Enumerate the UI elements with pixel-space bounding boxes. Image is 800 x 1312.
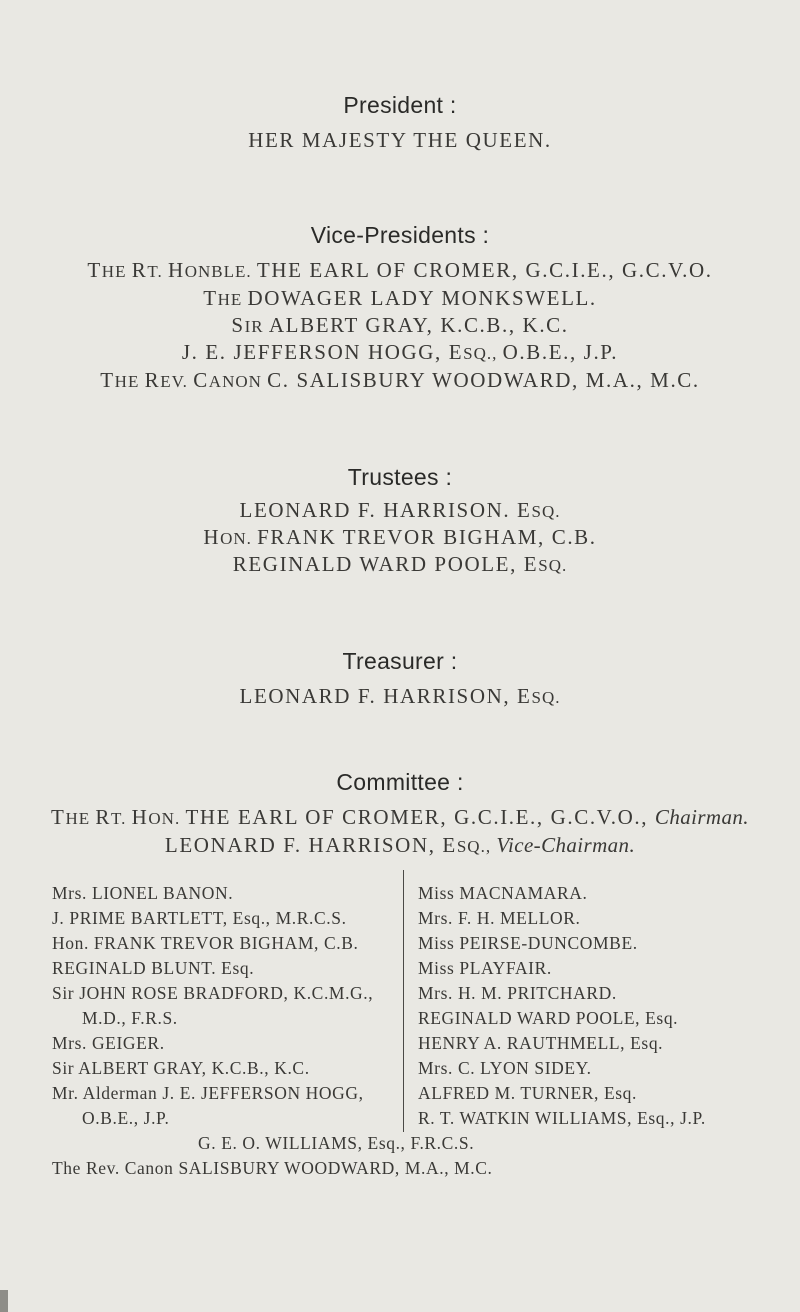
- committee-member: HENRY A. RAUTHMELL, Esq.: [418, 1033, 664, 1053]
- committee-member: J. PRIME BARTLETT, Esq., M.R.C.S.: [52, 908, 347, 928]
- committee-member: Sir ALBERT GRAY, K.C.B., K.C.: [52, 1058, 310, 1078]
- committee-member: G. E. O. WILLIAMS, Esq., F.R.C.S.: [198, 1133, 475, 1153]
- committee-member: Miss MACNAMARA.: [418, 883, 588, 903]
- president-name: HER MAJESTY THE QUEEN.: [248, 128, 552, 152]
- vice-presidents-heading: Vice-Presidents :: [310, 222, 490, 248]
- column-divider: [403, 870, 404, 1132]
- committee-member: Mr. Alderman J. E. JEFFERSON HOGG,: [52, 1083, 364, 1103]
- committee-member: Mrs. H. M. PRITCHARD.: [418, 983, 617, 1003]
- treasurer-name: LEONARD F. HARRISON, ESQ.: [239, 684, 561, 708]
- committee-vice-chairman: LEONARD F. HARRISON, ESQ., Vice-Chairman.: [164, 833, 636, 857]
- committee-member: Mrs. GEIGER.: [52, 1033, 165, 1053]
- trustee-line: REGINALD WARD POOLE, ESQ.: [232, 552, 568, 576]
- committee-member: Miss PEIRSE-DUNCOMBE.: [418, 933, 638, 953]
- committee-member-continued: O.B.E., J.P.: [82, 1108, 170, 1128]
- treasurer-heading: Treasurer :: [342, 648, 458, 674]
- committee-member: Miss PLAYFAIR.: [418, 958, 552, 978]
- committee-member: ALFRED M. TURNER, Esq.: [418, 1083, 638, 1103]
- committee-chairman: THE RT. HON. THE EARL OF CROMER, G.C.I.E., G.C.V.O., Chairman.: [51, 805, 749, 829]
- trustees-heading: Trustees :: [347, 464, 453, 490]
- committee-member: REGINALD BLUNT. Esq.: [52, 958, 255, 978]
- committee-member: Sir JOHN ROSE BRADFORD, K.C.M.G.,: [52, 983, 374, 1003]
- page-edge-mark: [0, 1290, 8, 1312]
- committee-member: REGINALD WARD POOLE, Esq.: [418, 1008, 679, 1028]
- vice-president-line: THE REV. CANON C. SALISBURY WOODWARD, M.A., M.C.: [100, 368, 700, 392]
- committee-member: Mrs. LIONEL BANON.: [52, 883, 234, 903]
- trustee-line: LEONARD F. HARRISON. ESQ.: [239, 498, 561, 522]
- committee-member: R. T. WATKIN WILLIAMS, Esq., J.P.: [418, 1108, 706, 1128]
- vice-president-line: SIR ALBERT GRAY, K.C.B., K.C.: [231, 313, 569, 337]
- vice-president-line: THE RT. HONBLE. THE EARL OF CROMER, G.C.I.E., G.C.V.O.: [87, 258, 713, 282]
- committee-member: Hon. FRANK TREVOR BIGHAM, C.B.: [52, 933, 359, 953]
- vice-president-line: THE DOWAGER LADY MONKSWELL.: [203, 286, 597, 310]
- committee-member: Mrs. C. LYON SIDEY.: [418, 1058, 592, 1078]
- committee-member: The Rev. Canon SALISBURY WOODWARD, M.A., M.C.: [52, 1158, 493, 1178]
- trustee-line: HON. FRANK TREVOR BIGHAM, C.B.: [203, 525, 597, 549]
- president-heading: President :: [343, 92, 457, 118]
- committee-member: Mrs. F. H. MELLOR.: [418, 908, 581, 928]
- committee-member-continued: M.D., F.R.S.: [82, 1008, 178, 1028]
- vice-president-line: J. E. JEFFERSON HOGG, ESQ., O.B.E., J.P.: [181, 340, 619, 364]
- committee-heading: Committee :: [336, 769, 464, 795]
